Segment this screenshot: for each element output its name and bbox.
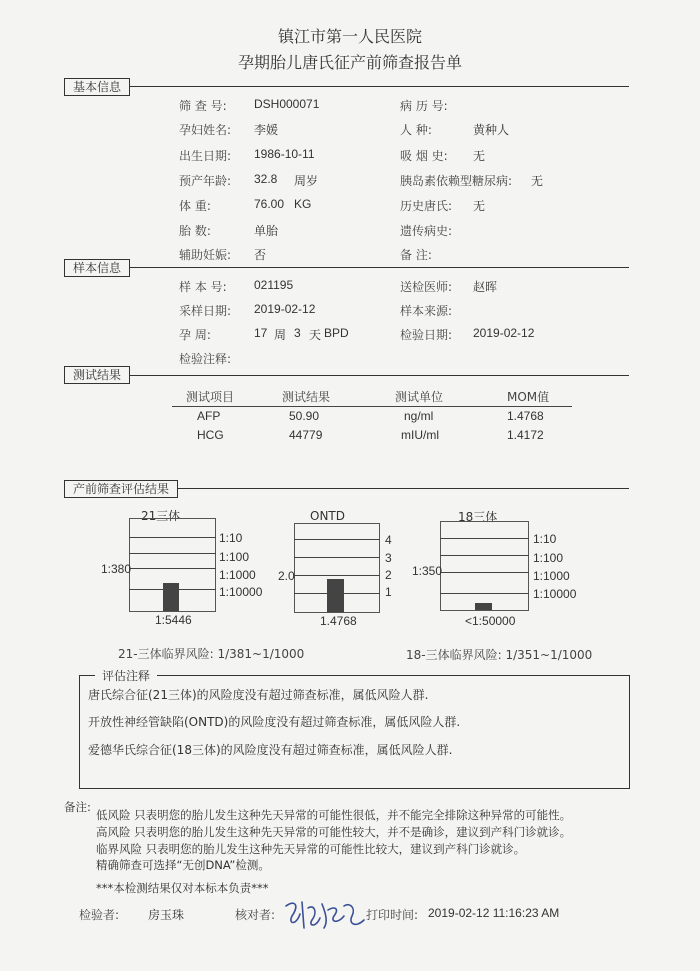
notes-label: 备注:	[64, 800, 91, 814]
ga-weeks: 17	[254, 326, 268, 340]
chart-t18-scale: 1:100	[533, 551, 564, 565]
evaluation-line: 爱德华氏综合征(18三体)的风险度没有超过筛查标准，属低风险人群.	[88, 743, 453, 757]
name-value: 李媛	[254, 123, 279, 137]
result-afp-unit: ng/ml	[404, 409, 434, 423]
report-title: 孕期胎儿唐氏征产前筛查报告单	[237, 53, 462, 72]
evaluation-line: 开放性神经管缺陷(ONTD)的风险度没有超过筛查标准，属低风险人群.	[88, 715, 461, 729]
t18-threshold: 18-三体临界风险: 1/351~1/1000	[406, 648, 593, 662]
test-date-label: 检验日期:	[400, 328, 453, 342]
chart-t18-line	[440, 555, 529, 556]
evaluation-line: 唐氏综合征(21三体)的风险度没有超过筛查标准，属低风险人群.	[88, 688, 429, 702]
chart-t18-value: <1:50000	[465, 614, 516, 628]
chart-ontd-value: 1.4768	[320, 614, 357, 628]
chart-t18-frame	[440, 521, 529, 611]
weight-unit: KG	[294, 197, 312, 211]
source-label: 样本来源:	[400, 304, 453, 318]
reviewer-signature	[282, 894, 370, 934]
chart-t21-bar	[163, 583, 179, 611]
section-basic-label: 基本信息	[64, 78, 130, 96]
chart-ontd-cutoff: 2.0	[278, 569, 295, 583]
remark-label: 备 注:	[400, 248, 432, 262]
section-divider	[64, 375, 629, 376]
race-value: 黄种人	[473, 123, 510, 137]
chart-t21-value: 1:5446	[155, 613, 192, 627]
chart-t18-bar	[475, 603, 492, 610]
result-afp-value: 50.90	[289, 409, 320, 423]
chart-t21-cutoff: 1:380	[101, 562, 132, 576]
chart-ontd-bar	[327, 579, 344, 612]
ivf-value: 否	[254, 248, 267, 262]
diabetes-value: 无	[531, 174, 544, 188]
screen-no-value: DSH000071	[254, 97, 320, 111]
dob-value: 1986-10-11	[254, 147, 315, 161]
hospital-name: 镇江市第一人民医院	[277, 27, 422, 46]
chart-t21-line	[129, 537, 216, 538]
ga-week-unit: 周	[274, 328, 287, 342]
sample-no-label: 样 本 号:	[179, 280, 227, 294]
print-label: 打印时间:	[366, 908, 419, 922]
test-date-value: 2019-02-12	[473, 326, 535, 340]
t21-threshold: 21-三体临界风险: 1/381~1/1000	[118, 647, 305, 661]
history-label: 历史唐氏:	[400, 199, 453, 213]
screen-no-label: 筛 查 号:	[179, 99, 227, 113]
weight-value: 76.00	[254, 197, 285, 211]
chart-ontd-line	[294, 557, 380, 558]
chart-t21-scale: 1:1000	[219, 568, 256, 582]
sample-no-value: 021195	[254, 278, 294, 292]
result-hcg-value: 44779	[289, 428, 323, 442]
result-afp-mom: 1.4768	[507, 409, 544, 423]
note-line: 高风险 只表明您的胎儿发生这种先天异常的可能性较大，并不是确诊，建议到产科门诊就诊。	[96, 825, 572, 839]
chart-t18-line	[440, 538, 529, 539]
chart-t21-scale: 1:100	[219, 550, 250, 564]
section-test-label: 测试结果	[64, 366, 130, 384]
ivf-label: 辅助妊娠:	[179, 248, 232, 262]
chart-ontd-scale: 4	[385, 533, 392, 547]
chart-t18-scale: 1:10000	[533, 587, 577, 601]
chart-t18-cutoff-line	[440, 572, 529, 573]
doctor-value: 赵晖	[473, 280, 498, 294]
result-hcg-mom: 1.4172	[507, 428, 544, 442]
age-label: 预产年龄:	[179, 174, 232, 188]
chart-t21-scale: 1:10000	[219, 585, 263, 599]
fetus-label: 胎 数:	[179, 224, 211, 238]
diabetes-label: 胰岛素依赖型糖尿病:	[400, 174, 513, 188]
weight-label: 体 重:	[179, 199, 211, 213]
dob-label: 出生日期:	[179, 149, 232, 163]
tester-name: 房玉珠	[148, 908, 185, 922]
note-line: 临界风险 只表明您的胎儿发生这种先天异常的可能性比较大，建议到产科门诊就诊。	[96, 842, 526, 856]
results-header-result: 测试结果	[282, 390, 331, 404]
section-assessment-label: 产前筛查评估结果	[64, 480, 178, 498]
test-note-label: 检验注释:	[179, 352, 232, 366]
collect-label: 采样日期:	[179, 304, 232, 318]
evaluation-title: 评估注释	[95, 667, 157, 684]
ga-days: 3	[294, 326, 301, 340]
record-no-label: 病 历 号:	[400, 99, 448, 113]
chart-t21-line	[129, 553, 216, 554]
age-unit: 周岁	[294, 174, 319, 188]
reviewer-label: 核对者:	[235, 908, 276, 922]
result-hcg-item: HCG	[197, 428, 224, 442]
chart-t18-scale: 1:1000	[533, 569, 570, 583]
chart-t21-cutoff-line	[129, 568, 216, 569]
disclaimer: ***本检测结果仅对本标本负责***	[96, 881, 269, 895]
chart-ontd-title: ONTD	[310, 509, 345, 523]
section-sample-label: 样本信息	[64, 259, 130, 277]
chart-t21-scale: 1:10	[219, 531, 243, 545]
section-divider	[64, 267, 629, 268]
chart-t18-line	[440, 593, 529, 594]
chart-ontd-scale: 2	[385, 568, 392, 582]
result-hcg-unit: mIU/ml	[401, 428, 439, 442]
chart-t21-title: 21三体	[141, 509, 181, 523]
genetic-label: 遗传病史:	[400, 224, 453, 238]
tester-label: 检验者:	[79, 908, 120, 922]
chart-ontd-line	[294, 539, 380, 540]
name-label: 孕妇姓名:	[179, 123, 232, 137]
collect-value: 2019-02-12	[254, 302, 316, 316]
chart-t18-scale: 1:10	[533, 532, 557, 546]
results-header-unit: 测试单位	[395, 390, 444, 404]
ga-label: 孕 周:	[179, 328, 211, 342]
results-header-item: 测试项目	[186, 390, 235, 404]
doctor-label: 送检医师:	[400, 280, 453, 294]
note-line: 低风险 只表明您的胎儿发生这种先天异常的可能性很低，并不能完全排除这种异常的可能性。	[96, 808, 572, 822]
ga-day-unit: 天	[309, 328, 322, 342]
chart-t18-title: 18三体	[458, 510, 498, 524]
results-header-rule	[172, 406, 572, 407]
chart-ontd-scale: 3	[385, 551, 392, 565]
print-time: 2019-02-12 11:16:23 AM	[428, 906, 560, 920]
race-label: 人 种:	[400, 123, 432, 137]
chart-ontd-cutoff-line	[294, 575, 380, 576]
ga-method: BPD	[324, 326, 349, 340]
smoking-label: 吸 烟 史:	[400, 149, 448, 163]
note-line: 精确筛查可选择“无创DNA”检测。	[96, 858, 270, 872]
result-afp-item: AFP	[197, 409, 221, 423]
section-divider	[64, 86, 629, 87]
smoking-value: 无	[473, 149, 486, 163]
results-header-mom: MOM值	[507, 390, 550, 404]
age-value: 32.8	[254, 172, 278, 186]
chart-ontd-scale: 1	[385, 585, 392, 599]
history-value: 无	[473, 199, 486, 213]
fetus-value: 单胎	[254, 224, 279, 238]
chart-t18-cutoff: 1:350	[412, 564, 443, 578]
